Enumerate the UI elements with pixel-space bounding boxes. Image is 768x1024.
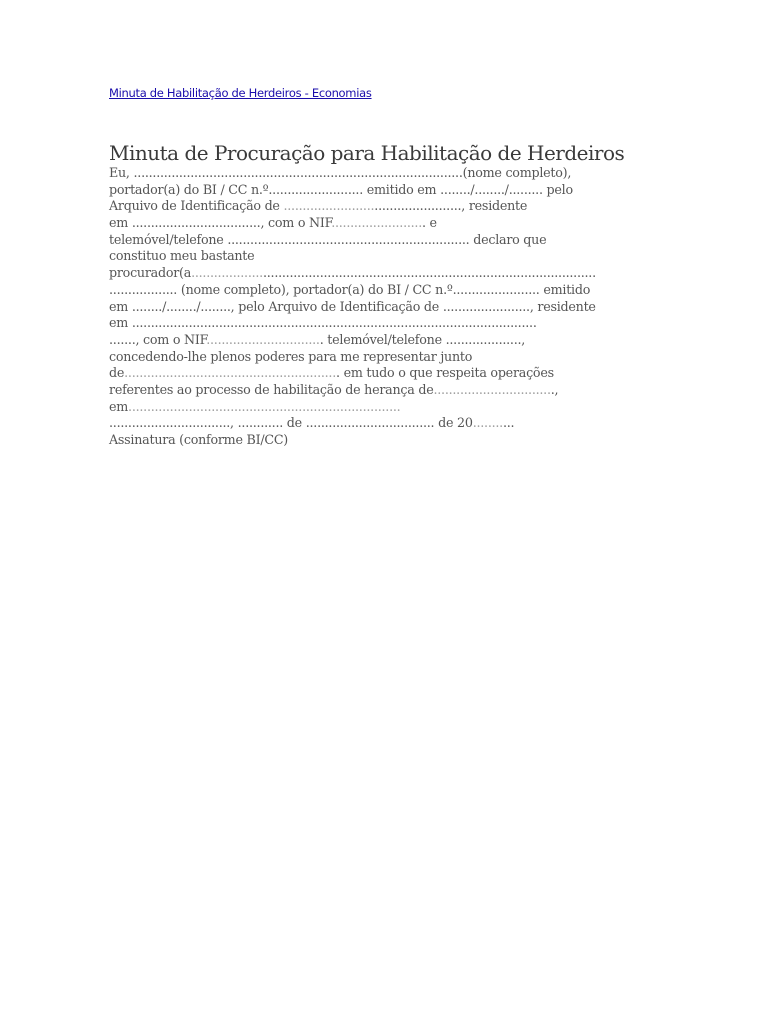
body-line <box>109 315 669 332</box>
source-link[interactable]: Minuta de Habilitação de Herdeiros - Economias <box>109 86 372 100</box>
body-text: portador(a) do BI / CC n.º......................... emitido em ......../......../......... pelo <box>109 181 573 197</box>
body-line <box>109 248 669 265</box>
body-text: telemóvel/telefone ................................................................ declaro que <box>109 231 547 247</box>
body-text: em ........................................................................................................... <box>109 315 537 331</box>
body-line <box>109 365 669 382</box>
body-text: ................................, ............ de .................................. de 20 <box>109 415 473 431</box>
body-text: de <box>109 365 125 381</box>
body-line <box>109 382 669 399</box>
body-text: Arquivo de Identificação de <box>109 198 284 214</box>
body-text: . telemóvel/telefone ...................., <box>319 331 526 347</box>
body-text: ......., com o NIF <box>109 331 207 347</box>
body-text: referentes ao processo de habilitação de herança de <box>109 381 434 397</box>
body-line <box>109 415 669 432</box>
body-line <box>109 432 669 449</box>
body-line <box>109 198 669 215</box>
placeholder-dots: ........................................................................ <box>128 398 401 414</box>
body-line <box>109 349 669 366</box>
placeholder-dots: ................... <box>191 265 263 281</box>
body-line <box>109 165 669 182</box>
body-text: ........................................................................................ <box>262 265 596 281</box>
body-text: ......................., residente <box>374 198 528 214</box>
placeholder-dots: ........................ <box>331 215 422 231</box>
body-text: .................. (nome completo), portador(a) do BI / CC n.º....................... emitido <box>109 281 591 297</box>
placeholder-dots: .............................. <box>206 331 320 347</box>
body-text: Assinatura (conforme BI/CC) <box>109 432 288 447</box>
body-text: em <box>109 398 129 414</box>
body-line <box>109 299 669 316</box>
body-line <box>109 232 669 249</box>
body-line <box>109 332 669 349</box>
document-body <box>109 165 669 449</box>
body-line <box>109 182 669 199</box>
placeholder-dots: ............................... <box>433 381 551 397</box>
placeholder-dots: ........ <box>472 415 503 431</box>
body-line <box>109 399 669 416</box>
body-text: em .................................., com o NIF <box>109 215 332 231</box>
body-line <box>109 282 669 299</box>
body-text: Eu, .......................................................................................(nome completo), <box>109 165 572 180</box>
body-text: em ......../......../........, pelo Arquivo de Identificação de ......................., residente <box>109 298 596 314</box>
body-line <box>109 215 669 232</box>
placeholder-dots: ........................................................ <box>124 365 336 381</box>
body-text: ... <box>502 415 515 431</box>
placeholder-dots: ........................ <box>283 198 375 214</box>
body-text: constituo meu bastante <box>109 248 255 264</box>
body-line <box>109 265 669 282</box>
body-text: procurador(a <box>109 265 192 281</box>
document-title: Minuta de Procuração para Habilitação de Herdeiros <box>109 141 625 165</box>
body-text: . em tudo o que respeita operações <box>336 365 554 381</box>
body-text: concedendo-lhe plenos poderes para me representar junto <box>109 348 473 364</box>
body-text: . e <box>421 215 437 231</box>
body-text: ., <box>550 381 559 397</box>
